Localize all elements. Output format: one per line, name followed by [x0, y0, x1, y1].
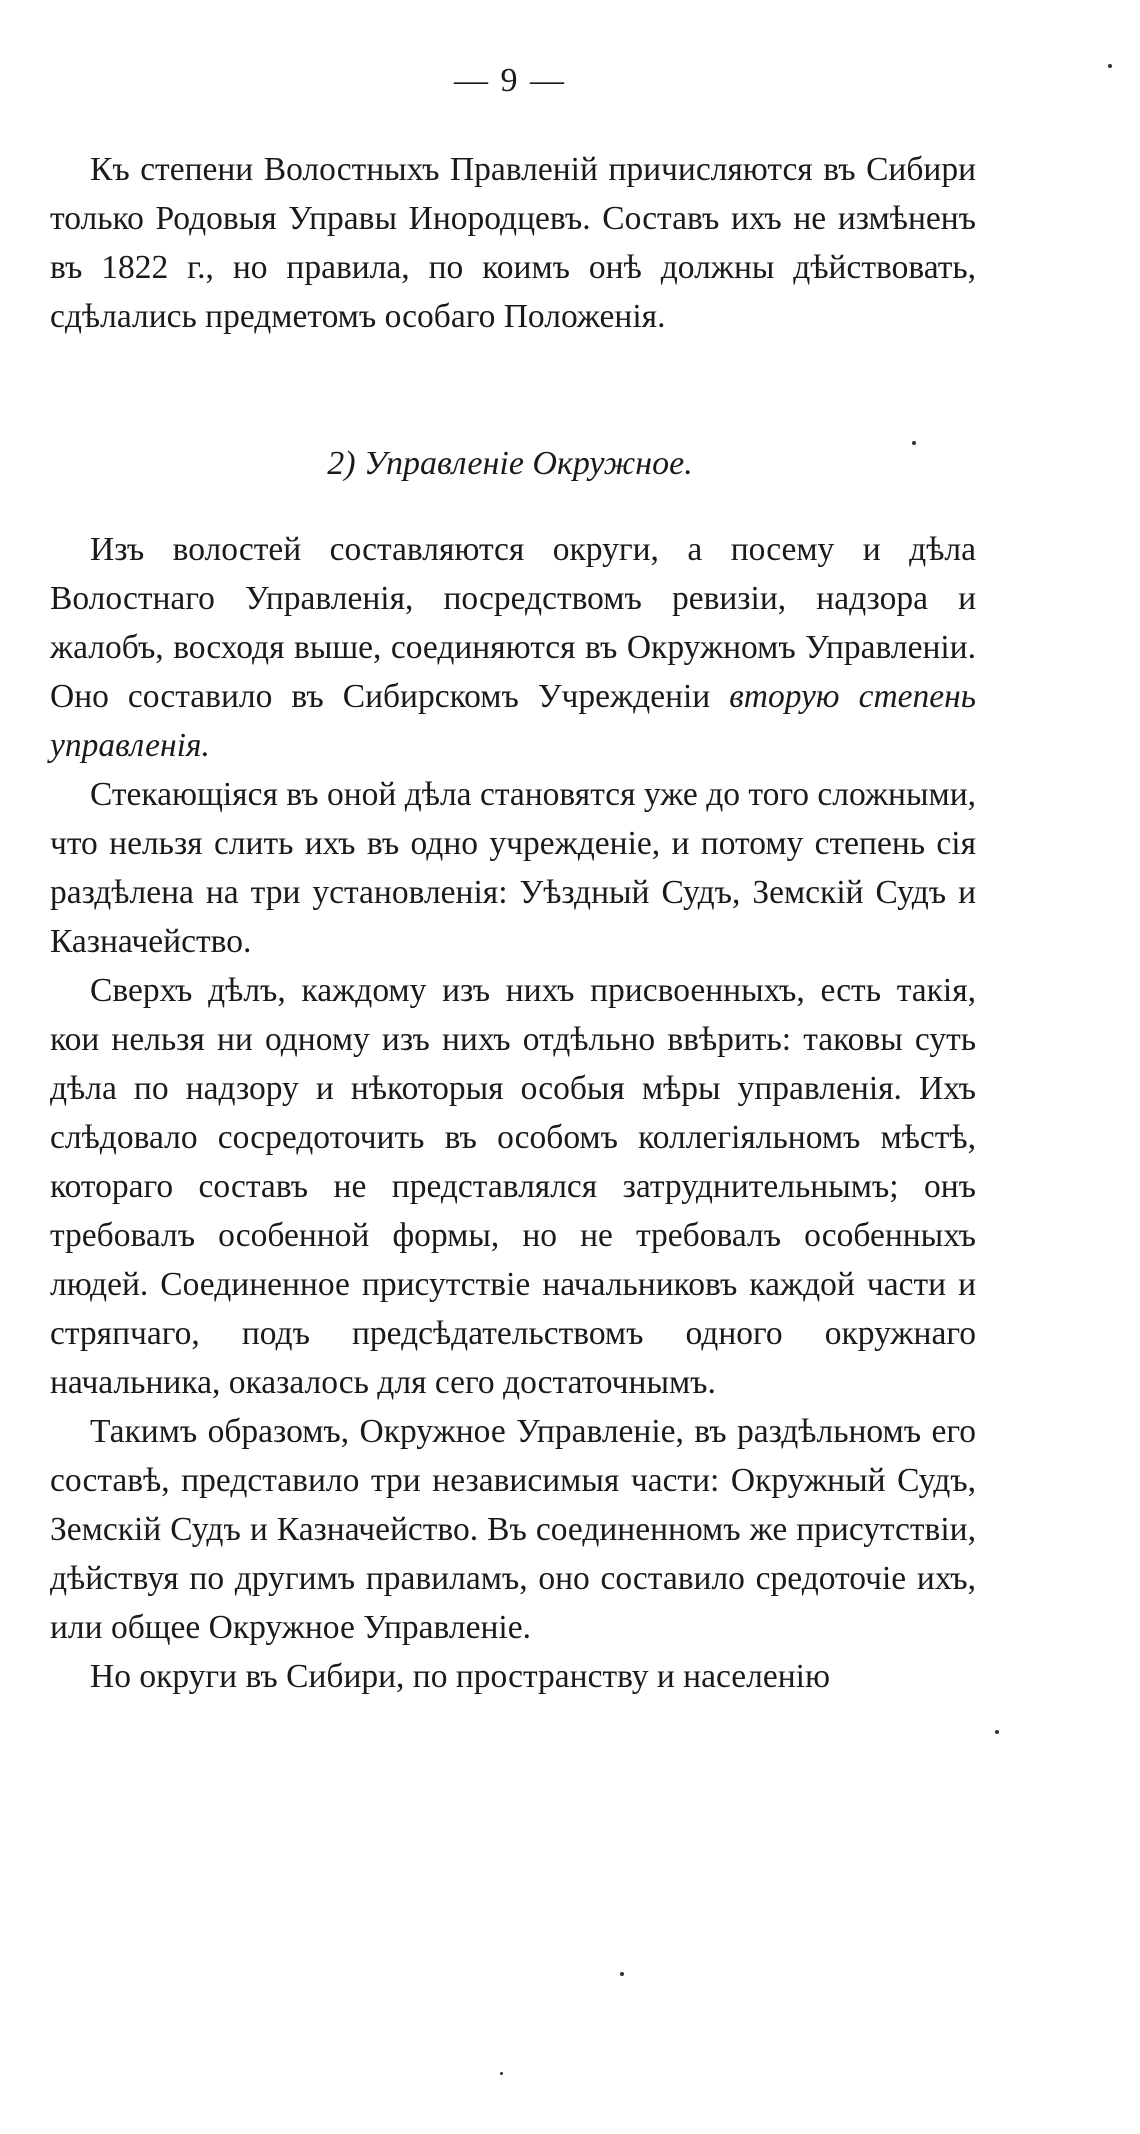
- section-heading: 2) Управленіе Окружное.: [327, 445, 693, 482]
- page-number: — 9 —: [454, 62, 566, 99]
- paragraph-1-emphasis: вторую степень управленія.: [50, 678, 976, 764]
- intro-paragraph: Къ степени Волостныхъ Правленій причисляются въ Сибири только Родовыя Управы Инородцевъ. Составъ ихъ не измѣненъ въ 1822 г., но правила, по коимъ онѣ должны дѣйствовать, сдѣлались предметомъ особаго Положенія.: [50, 151, 976, 335]
- intro-text-block: [50, 145, 976, 341]
- scan-speck: [1108, 64, 1112, 68]
- paragraph-2: Стекающіяся въ оной дѣла становятся уже до того сложными, что нельзя слить ихъ въ одно учрежденіе, и потому степень сія раздѣлена на три установленія: Уѣздный Судъ, Земскій Судъ и Казначейство.: [50, 776, 976, 960]
- section-text-block: [50, 525, 976, 1701]
- paragraph-1-text: Изъ волостей составляются округи, а посему и дѣла Волостнаго Управленія, посредствомъ ревизіи, надзора и жалобъ, восходя выше, соединяются въ Окружномъ Управленіи. Оно составило въ Сибирскомъ Учрежденіи: [50, 531, 976, 715]
- scan-speck: [620, 1972, 624, 1976]
- scan-speck: [912, 441, 916, 445]
- paragraph-4: Такимъ образомъ, Окружное Управленіе, въ раздѣльномъ его составѣ, представило три независимыя части: Окружный Судъ, Земскій Судъ и Казначейство. Въ соединенномъ же присутствіи, дѣйствуя по другимъ правиламъ, оно составило средоточіе ихъ, или общее Окружное Управленіе.: [50, 1413, 976, 1646]
- paragraph-3: Сверхъ дѣлъ, каждому изъ нихъ присвоенныхъ, есть такія, кои нельзя ни одному изъ нихъ отдѣльно ввѣрить: таковы суть дѣла по надзору и нѣкоторыя особыя мѣры управленія. Ихъ слѣдовало сосредоточить въ особомъ коллегіяльномъ мѣстѣ, котораго составъ не представлялся затруднительнымъ; онъ требовалъ особенной формы, но не требовалъ особенныхъ людей. Соединенное присутствіе начальниковъ каждой части и стряпчаго, подъ предсѣдательствомъ одного окружнаго начальника, оказалось для сего достаточнымъ.: [50, 972, 976, 1401]
- paragraph-1: [50, 525, 976, 770]
- scan-speck: [995, 1730, 999, 1734]
- scan-speck: [500, 2072, 503, 2075]
- paragraph-5: Но округи въ Сибири, по пространству и населенію: [90, 1658, 830, 1695]
